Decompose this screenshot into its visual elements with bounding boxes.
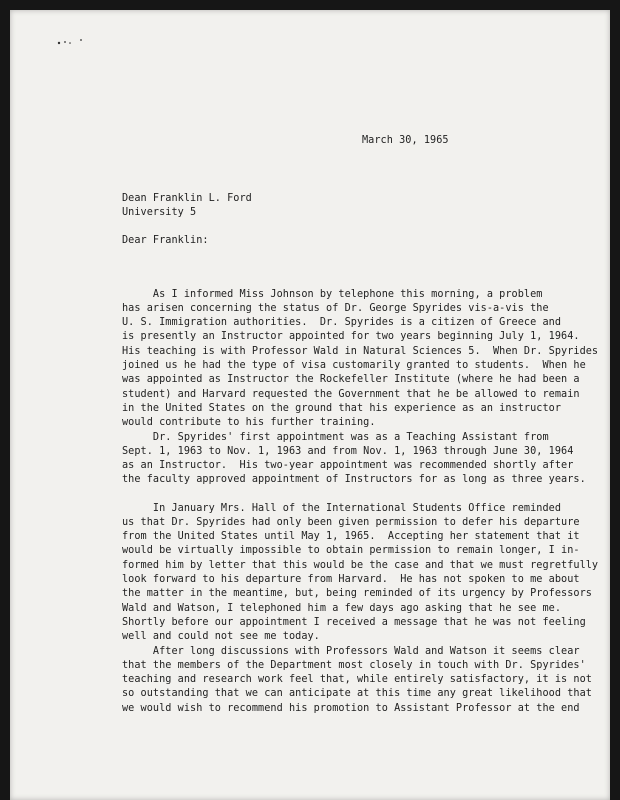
text-line: the matter in the meantime, but, being reminded of its urgency by Professors — [122, 588, 592, 600]
recipient-block — [122, 192, 252, 221]
text-line: joined us he had the type of visa customarily granted to students. When he — [122, 360, 586, 372]
text-line: the faculty approved appointment of Instructors for as long as three years. — [122, 474, 586, 486]
text-line: well and could not see me today. — [122, 631, 320, 643]
text-line: was appointed as Instructor the Rockefeller Institute (where he had been a — [122, 374, 580, 386]
text-line: we would wish to recommend his promotion to Assistant Professor at the end — [122, 702, 580, 714]
text-line: so outstanding that we can anticipate at this time any great likelihood that — [122, 688, 592, 700]
text-line: Dr. Spyrides' first appointment was as a Teaching Assistant from — [122, 431, 549, 443]
text-line: formed him by letter that this would be the case and that we must regretfully — [122, 559, 599, 571]
letter-date: March 30, 1965 — [362, 135, 449, 146]
paragraph-4 — [122, 616, 592, 745]
ink-speck-mark — [56, 38, 86, 46]
text-line: as an Instructor. His two-year appointment was recommended shortly after — [122, 460, 574, 472]
text-line: would be virtually impossible to obtain permission to remain longer, I in- — [122, 545, 580, 557]
text-line: look forward to his departure from Harvard. He has not spoken to me about — [122, 574, 580, 586]
text-line: U. S. Immigration authorities. Dr. Spyrides is a citizen of Greece and — [122, 317, 562, 329]
text-line: In January Mrs. Hall of the International Students Office reminded — [122, 502, 562, 514]
text-line: As I informed Miss Johnson by telephone this morning, a problem — [122, 288, 543, 300]
text-line: would contribute to his further training. — [122, 417, 376, 429]
text-line: Sept. 1, 1963 to Nov. 1, 1963 and from Nov. 1, 1963 through June 30, 1964 — [122, 445, 574, 457]
text-line: teaching and research work feel that, while entirely satisfactory, it is not — [122, 674, 592, 686]
letter-page — [10, 10, 610, 800]
text-line: His teaching is with Professor Wald in Natural Sciences 5. When Dr. Spyrides — [122, 345, 599, 357]
text-line: in the United States on the ground that his experience as an instructor — [122, 402, 562, 414]
text-line: from the United States until May 1, 1965. Accepting her statement that it — [122, 531, 580, 543]
text-line: has arisen concerning the status of Dr. George Spyrides vis-a-vis the — [122, 302, 549, 314]
text-line: is presently an Instructor appointed for two years beginning July 1, 1964. — [122, 331, 580, 343]
text-line: student) and Harvard requested the Government that he be allowed to remain — [122, 388, 580, 400]
text-line: us that Dr. Spyrides had only been given permission to defer his departure — [122, 516, 580, 528]
text-line: After long discussions with Professors Wald and Watson it seems clear — [122, 645, 580, 657]
text-line: that the members of the Department most closely in touch with Dr. Spyrides' — [122, 659, 586, 671]
recipient-office: University 5 — [122, 207, 197, 219]
recipient-name: Dean Franklin L. Ford — [122, 193, 252, 204]
text-line: Shortly before our appointment I received a message that he was not feeling — [122, 616, 586, 628]
salutation: Dear Franklin: — [122, 235, 209, 246]
text-line: Wald and Watson, I telephoned him a few days ago asking that he see me. — [122, 602, 562, 614]
